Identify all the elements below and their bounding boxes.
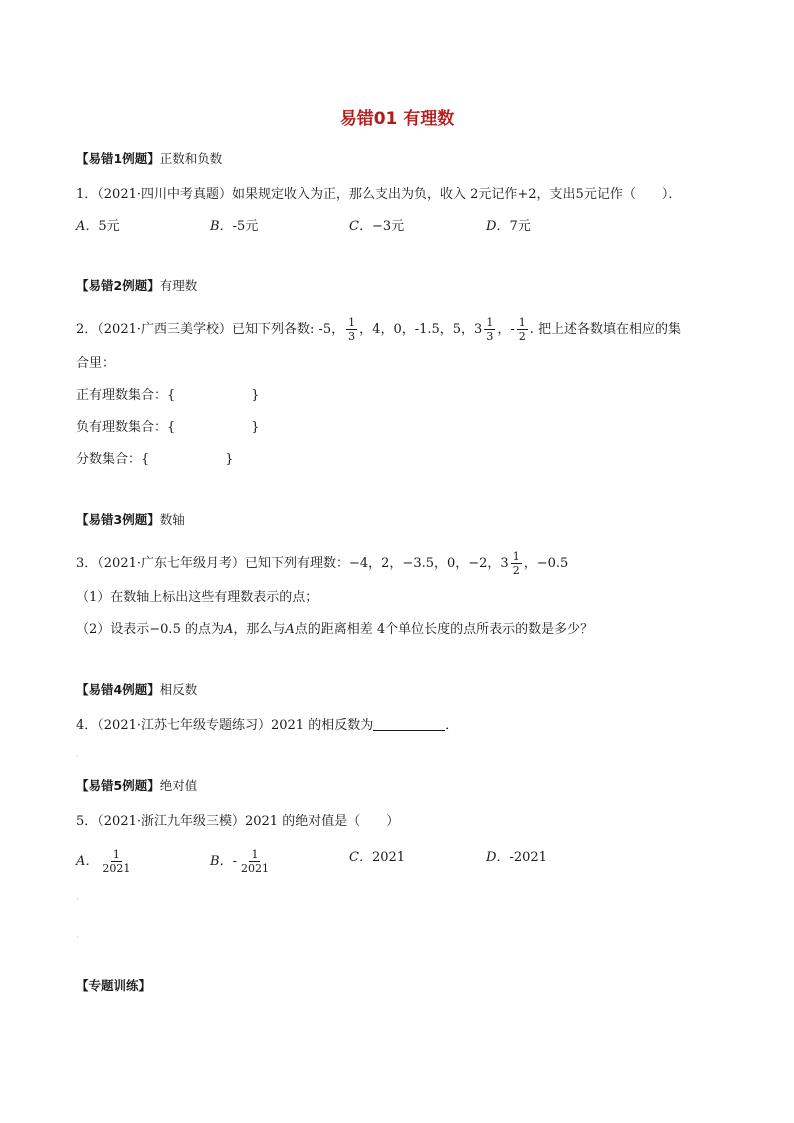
faint-mark: · (76, 752, 79, 762)
section-2-heading: 【易错2例题】有理数 (76, 278, 198, 293)
section-1-heading (76, 149, 222, 169)
section-3-heading: 【易错3例题】数轴 (76, 512, 185, 527)
fraction: $\frac{1}{2021}$ (102, 848, 131, 875)
positive-set: 正有理数集合：{ } (76, 388, 260, 403)
option-5c: C．2021 (349, 850, 406, 865)
option-5a: A． $\frac{1}{2021}$ (76, 848, 131, 875)
section-5-heading: 【易错5例题】绝对值 (76, 778, 198, 793)
fraction: $\frac{1}{3}$ (486, 316, 494, 343)
option-5b: B．- $\frac{1}{2021}$ (210, 848, 269, 875)
section-4-heading: 【易错4例题】相反数 (76, 682, 198, 697)
question-4-text: 4．（2021·江苏七年级专题练习）2021 的相反数为 ． (76, 718, 459, 733)
option-1b: B．-5元 (210, 219, 259, 234)
question-3-part2: （2）设表示−0.5 的点为A，那么与A点的距离相差 4个单位长度的点所表示的数是多少？ (76, 622, 594, 637)
faint-mark: · (76, 933, 79, 943)
negative-set: 负有理数集合：{ } (76, 420, 260, 435)
section-6-heading: 【专题训练】 (76, 978, 152, 993)
fraction: $\frac{1}{2021}$ (240, 848, 269, 875)
page-title: 易错01 有理数 (339, 109, 455, 129)
fraction-set: 分数集合：{ } (76, 452, 234, 467)
section-topic: 正数和负数 (159, 151, 223, 166)
fraction: $\frac{1}{2}$ (518, 316, 526, 343)
question-3-part1: （1）在数轴上标出这些有理数表示的点； (76, 590, 319, 605)
question-2-cont: 合里： (76, 356, 116, 371)
option-1c: C．−3元 (349, 219, 405, 234)
question-5-text: 5．（2021·浙江九年级三模）2021 的绝对值是（ ） (76, 814, 400, 829)
option-1d: D．7元 (486, 219, 531, 234)
fraction: $\frac{1}{3}$ (348, 316, 356, 343)
option-1a: A．5元 (76, 219, 120, 234)
faint-mark: · (76, 895, 79, 905)
fraction: $\frac{1}{2}$ (512, 550, 520, 577)
question-1-text: 1．（2021·四川中考真题）如果规定收入为正，那么支出为负，收入 2元记作+2，支出5元记作（ ）． (76, 187, 682, 202)
question-2-text: 2．（2021·广西三美学校）已知下列各数: -5， $\frac{1}{3}$ ，4，0，-1.5，5，3 $\frac{1}{3}$ ，- $\frac{1}{2}$ . 把上述各数填在相应的集 (76, 316, 681, 343)
option-5d: D．-2021 (486, 850, 547, 865)
section-tag: 【易错1例题】 (76, 151, 160, 166)
answer-blank (373, 730, 445, 731)
question-3-text: 3．（2021·广东七年级月考）已知下列有理数：−4，2，−3.5，0，−2，3 $\frac{1}{2}$ ，−0.5 (76, 550, 569, 577)
